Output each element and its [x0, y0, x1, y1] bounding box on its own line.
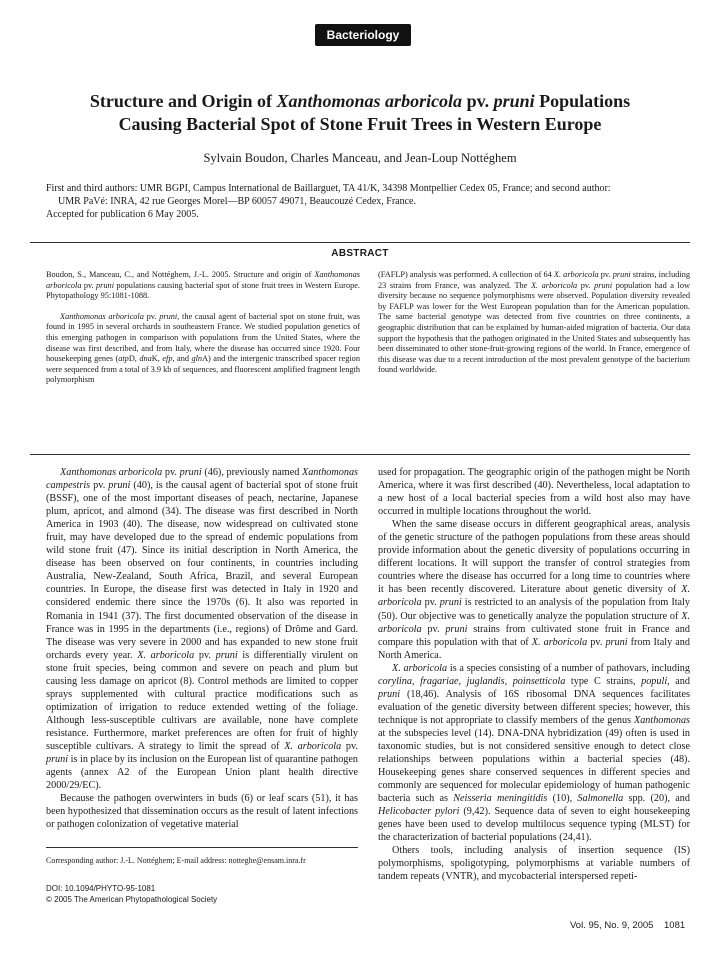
body-text: pv. — [162, 467, 180, 478]
gene-name: dna — [139, 354, 152, 364]
body-text: is in place by its inclusion on the European list of quarantine pathogen agents (annex A2 of the European Union plant health directive 2000/29/EC). — [46, 754, 358, 792]
body-text: (9,42). Sequence data of seven to eight housekeeping genes have been used to develop multilocus sequence typing (MLST) for the characterization of bacterial populations (24,41). — [378, 806, 691, 844]
abstract-text: pv. — [577, 280, 595, 290]
body-text: pv. — [421, 597, 440, 609]
abstract-text: K, — [151, 354, 163, 364]
body-paragraph — [378, 518, 690, 662]
species-name: Neisseria meningitidis — [453, 793, 548, 805]
body-text: is restricted to an analysis of the population from Italy (50). Our objective was to genetically analyze the population structure of — [378, 597, 690, 622]
abstract-text: , the causal agent of bacterial spot on stone fruit, was found in 1995 in several orchards in southeastern France. We studied population genetics of this emerging pathogen in comparison with populations from the United States, where the disease was first described, and from Italy, where the disease has occurred since 1920. Four housekeeping genes ( — [46, 311, 361, 364]
abstract-text: pv. — [143, 311, 160, 321]
citation-pathovar: pruni — [96, 280, 115, 290]
body-text: (46), previously named — [201, 467, 302, 478]
body-text: , and — [667, 675, 690, 687]
citation-text: Boudon, S., Manceau, C., and Nottéghem, J.-L. 2005. Structure and origin of — [46, 270, 315, 279]
abstract-text: A) and the intergenic transcribed spacer region were sequenced from a total of 3.9 kb of sequences, and fluorescent amplified fragment length polymorphism — [46, 354, 360, 385]
corresponding-author-footnote: Corresponding author: J.-L. Nottéghem; E-mail address: notteghe@ensam.inra.fr — [46, 856, 306, 865]
abstract-paragraph-left — [46, 312, 360, 386]
body-text: (40), is the causal agent of bacterial spot of stone fruit (BSSF), one of the most important diseases of peach, nectarine, Japanese plum, apricot, and almond (34). The disease was first described in North America in 1903 (40). The disease, now widespread on cultivated stone fruit, may have developed due to the spread of endemic populations from wild stone fruit (47). Since its initial description in North America, the disease has been observed on four continents, in countries including Australia, New-Zealand, South Africa, Brazil, and several European countries. In Europe, the disease first was detected in Italy in 1920 and considered endemic there since the 1970s (6). It also was reported in Romania in 1941 (37). The first documented observation of the disease in France was in 1995 in the departments (i.e., regions) of Drôme and Gard. The disease was very severe in 2000 and has expanded to new stone fruit orchards every year. — [46, 480, 358, 661]
pathovar-name: pruni — [594, 280, 613, 290]
pathovar-name: pruni — [215, 649, 238, 661]
body-paragraph: Because the pathogen overwinters in buds (6) or leaf scars (51), it has been hypothesized that dissemination occurs as the result of latent infections or pathogen colonization of vegetative material — [46, 793, 358, 831]
title-line2: Causing Bacterial Spot of Stone Fruit Trees in Western Europe — [118, 114, 602, 134]
abstract-text: population had a low diversity because no sequence polymorphisms were observed. Population diversity revealed by FAFLP was lower for the West European population than for the American population. The same bacterial genotype was detected from five countries on three continents, a geographic distribution that can be explained by human-aided migration of bacteria. Our data support the hypothesis that the pathogen originated in the United States and subsequently has been disseminated to other stone-fruit-growing regions of the world. In France, emergence of this disease was due to a recent introduction of the most prevalent genotype of the bacterium found worldwide. — [378, 280, 691, 375]
species-name: Helicobacter pylori — [378, 806, 460, 818]
body-text: spp. (20), and — [623, 793, 690, 805]
body-text: (18,46). Analysis of 16S ribosomal DNA sequences facilitates evaluation of the genetic diversity between different species; however, this technique is not appropriate to classify members of the genus — [378, 688, 690, 726]
affiliation-line1: First and third authors: UMR BGPI, Campus International de Baillarguet, TA 41/K, 34398 Montpellier Cedex 05, France; and second author: — [46, 183, 611, 194]
body-text: from Italy and North America. — [378, 636, 690, 661]
doi-line: DOI: 10.1094/PHYTO-95-1081 — [46, 884, 156, 893]
species-name: X. arboricola — [553, 270, 599, 279]
genus-name: Xanthomonas — [633, 714, 690, 726]
title-line1-prefix: Structure and Origin of — [89, 91, 277, 111]
body-paragraph: used for propagation. The geographic origin of the pathogen might be North America, where it was first described (40). Nevertheless, local adaptation to a new host of a local bacterial species from a wild host also may have occurred in multiple locations throughout the world. — [378, 467, 690, 518]
title-species: Xanthomonas arboricola — [276, 91, 463, 111]
article-title — [30, 90, 690, 136]
pathovar-name: pruni — [179, 467, 202, 478]
species-name: Xanthomonas arboricola — [60, 311, 144, 321]
species-name: X. arboricola — [137, 649, 195, 661]
abstract-right-column — [378, 270, 690, 376]
species-name: Xanthomonas arboricola — [60, 467, 163, 478]
species-name: Xanthomonas campestris — [46, 467, 358, 492]
abstract-text: pv. — [598, 270, 613, 279]
citation-species: Xanthomonas arboricola — [46, 270, 360, 290]
body-left-column — [46, 466, 358, 831]
gene-name: efp — [162, 354, 173, 364]
body-text: pv. — [587, 636, 606, 648]
species-name: X. arboricola — [530, 280, 578, 290]
body-paragraph — [46, 466, 358, 792]
species-name: X. arboricola — [392, 662, 448, 674]
body-text: strains from cultivated stone fruit in France and compare this population with that of — [378, 623, 690, 648]
pathovar-name: pruni — [445, 623, 468, 635]
pathovar-name: pruni — [605, 636, 628, 648]
title-line1-end: Populations — [534, 91, 631, 111]
affiliation-line2: UMR PaVé: INRA, 42 rue Georges Morel—BP 60057 49071, Beaucouzé Cedex, France. — [58, 196, 416, 207]
body-paragraph — [378, 662, 690, 845]
abstract-citation — [46, 270, 360, 302]
body-text: pv. — [194, 649, 216, 661]
genus-name: Salmonella — [577, 793, 624, 805]
copyright-line: © 2005 The American Phytopathological Society — [46, 895, 218, 904]
pathovar-name: populi — [641, 675, 668, 687]
species-name: X. arboricola — [531, 636, 588, 648]
body-text: (10), — [547, 793, 578, 805]
citation-text: pv. — [81, 280, 97, 290]
issue-info: Vol. 95, No. 9, 2005 — [570, 920, 654, 931]
body-text: pv. — [90, 480, 109, 492]
footnote-rule — [46, 847, 358, 848]
body-text: at the subspecies level (14). DNA-DNA hybridization (49) often is used in taxonomic studies, but is not considered sensitive enough to detect close relationships between populations within a bacterial species (48). Housekeeping genes share conserved sequences in different species and commonly are sequenced for molecular epidemiology of human pathogenic bacteria such as — [378, 727, 690, 805]
body-right-column — [378, 466, 690, 884]
body-text: is differentially virulent on stone fruit species, being common and severe on peach and plum but causing less damage on apricot (8). Control methods are limited to copper sprays supplemented with cultural practice modifications such as optimization of irrigation to reduce extended wetting of the foliage. Although less-susceptible cultivars are available, none have complete resistance. Furthermore, market preferences are often for fruit of highly susceptible cultivars. A strategy to limit the spread of — [46, 649, 359, 752]
pathovar-name: pruni — [612, 270, 631, 279]
author-list: Sylvain Boudon, Charles Manceau, and Jean-Loup Nottéghem — [203, 151, 517, 165]
body-text: pv. — [341, 740, 358, 752]
abstract-text: (FAFLP) analysis was performed. A collection of 64 — [378, 270, 554, 279]
abstract-paragraph-right — [378, 270, 690, 376]
pathovar-list: corylina, fragariae, juglandis, poinsetticola — [378, 675, 566, 687]
section-tag: Bacteriology — [315, 24, 411, 46]
abstract-text: strains, including 23 strains from France, was analyzed. The — [378, 270, 690, 290]
abstract-text: , and — [172, 354, 192, 364]
title-pathovar: pruni — [493, 91, 535, 111]
gene-name: atp — [118, 354, 129, 364]
page-number: 1081 — [664, 920, 686, 931]
pathovar-name: pruni — [108, 480, 131, 492]
pathovar-name: pruni — [46, 754, 69, 766]
species-name: X. arboricola — [284, 740, 342, 752]
pathovar-name: pruni — [378, 688, 401, 700]
citation-text: populations causing bacterial spot of stone fruit trees in Western Europe. Phytopathology 95:1081-1088. — [46, 280, 360, 301]
pathovar-name: pruni — [439, 597, 462, 609]
title-line1-suffix: pv. — [462, 91, 494, 111]
body-text: is a species consisting of a number of pathovars, including — [447, 662, 690, 674]
species-name: X. arboricola — [378, 610, 690, 635]
abstract-top-rule — [30, 242, 690, 243]
accepted-date: Accepted for publication 6 May 2005. — [46, 209, 199, 220]
abstract-bottom-rule — [30, 454, 690, 455]
abstract-heading: ABSTRACT — [331, 248, 389, 259]
abstract-left-column — [46, 270, 360, 386]
body-text: When the same disease occurs in different geographical areas, analysis of the genetic structure of the pathogen populations from these areas should provide information about the genetic diversity of populations occurring in different locations. It will support the transfer of control strategies from countries where the disease has occurred for a long time to countries where it has been recently discovered. Literature about genetic diversity of — [378, 519, 690, 596]
affiliations — [46, 182, 692, 221]
body-text: type C strains, — [565, 675, 642, 687]
species-name: X. arboricola — [378, 584, 690, 609]
pathovar-name: pruni — [159, 311, 178, 321]
body-paragraph: Others tools, including analysis of insertion sequence (IS) polymorphisms, spoligotyping, polymorphisms at variable numbers of tandem repeats (VNTR), and mycobacterial interspersed repeti- — [378, 845, 690, 883]
body-text: pv. — [421, 623, 446, 635]
abstract-text: D, — [128, 354, 140, 364]
gene-name: gln — [191, 354, 203, 364]
